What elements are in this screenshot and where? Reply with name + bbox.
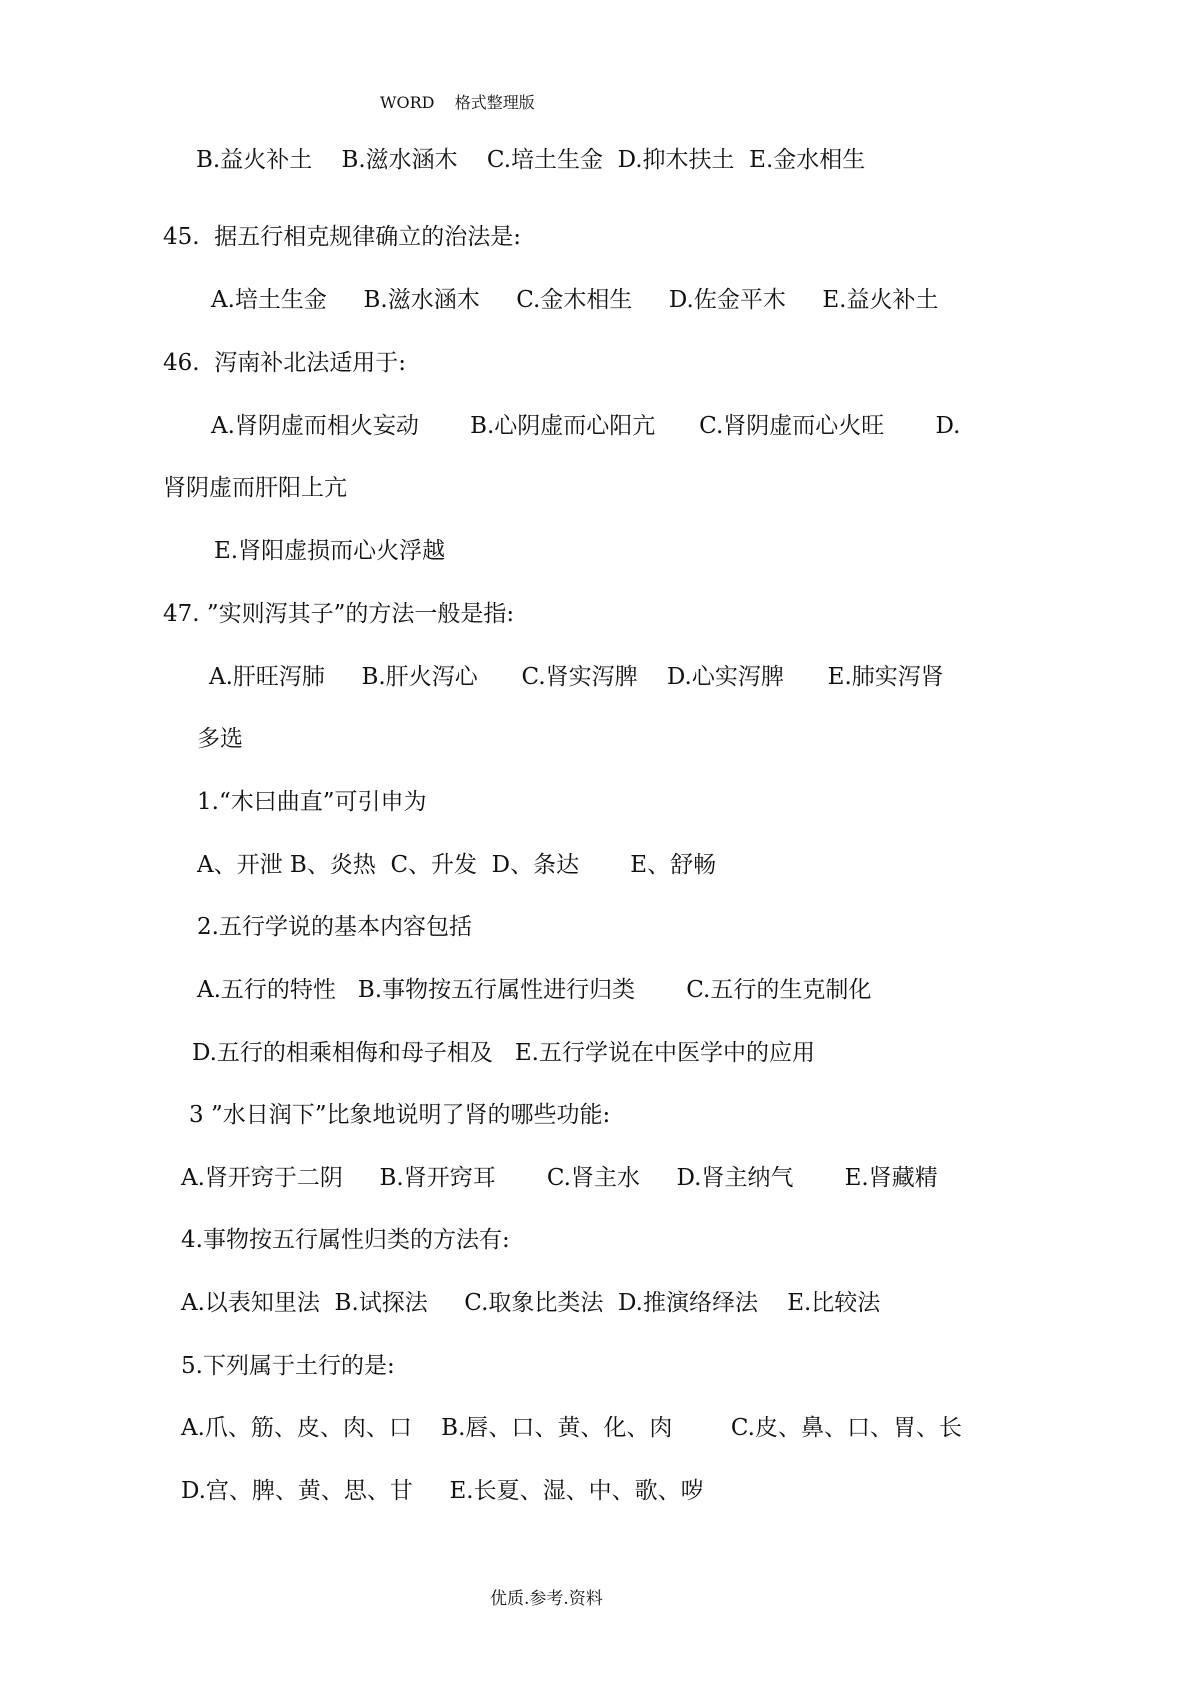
mq4-stem: 4.事物按五行属性归类的方法有: bbox=[181, 1227, 510, 1253]
q46-option-e: E.肾阳虚损而心火浮越 bbox=[214, 538, 446, 564]
q44-options: B.益火补土 B.滋水涵木 C.培土生金 D.抑木扶土 E.金水相生 bbox=[196, 147, 866, 173]
mq2-options-line1: A.五行的特性 B.事物按五行属性进行归类 C.五行的生克制化 bbox=[197, 977, 872, 1003]
mq4-options: A.以表知里法 B.试探法 C.取象比类法 D.推演络绎法 E.比较法 bbox=[181, 1290, 881, 1316]
mq1-stem: 1.“木曰曲直”可引申为 bbox=[197, 789, 427, 815]
page-footer: 优质.参考.资料 bbox=[490, 1589, 603, 1609]
section-title-multiple-choice: 多选 bbox=[197, 726, 243, 752]
q46-options-line1: A.肾阴虚而相火妄动 B.心阴虚而心阳亢 C.肾阴虚而心火旺 D. bbox=[211, 413, 961, 439]
mq1-options: A、开泄 B、炎热 C、升发 D、条达 E、舒畅 bbox=[197, 852, 717, 878]
mq2-stem: 2.五行学说的基本内容包括 bbox=[197, 914, 472, 940]
mq5-stem: 5.下列属于土行的是: bbox=[181, 1353, 395, 1379]
mq5-options-line1: A.爪、筋、皮、肉、口 B.唇、口、黄、化、肉 C.皮、鼻、口、胃、长 bbox=[181, 1415, 962, 1441]
q45-options: A.培土生金 B.滋水涵木 C.金木相生 D.佐金平木 E.益火补土 bbox=[211, 287, 939, 313]
q45-stem: 45. 据五行相克规律确立的治法是: bbox=[163, 224, 521, 250]
mq3-options: A.肾开窍于二阴 B.肾开窍耳 C.肾主水 D.肾主纳气 E.肾藏精 bbox=[181, 1165, 938, 1191]
mq5-options-line2: D.宫、脾、黄、思、甘 E.长夏、湿、中、歌、哕 bbox=[181, 1478, 704, 1504]
mq3-stem: 3 ”水日润下”比象地说明了肾的哪些功能: bbox=[189, 1102, 611, 1128]
q47-stem: 47. ”实则泻其子”的方法一般是指: bbox=[163, 601, 515, 627]
q47-options: A.肝旺泻肺 B.肝火泻心 C.肾实泻脾 D.心实泻脾 E.肺实泻肾 bbox=[209, 664, 944, 690]
mq2-options-line2: D.五行的相乘相侮和母子相及 E.五行学说在中医学中的应用 bbox=[192, 1040, 815, 1066]
q46-options-line2: 肾阴虚而肝阳上亢 bbox=[163, 475, 347, 501]
q46-stem: 46. 泻南补北法适用于: bbox=[163, 350, 406, 376]
page-header: WORD 格式整理版 bbox=[380, 93, 535, 112]
